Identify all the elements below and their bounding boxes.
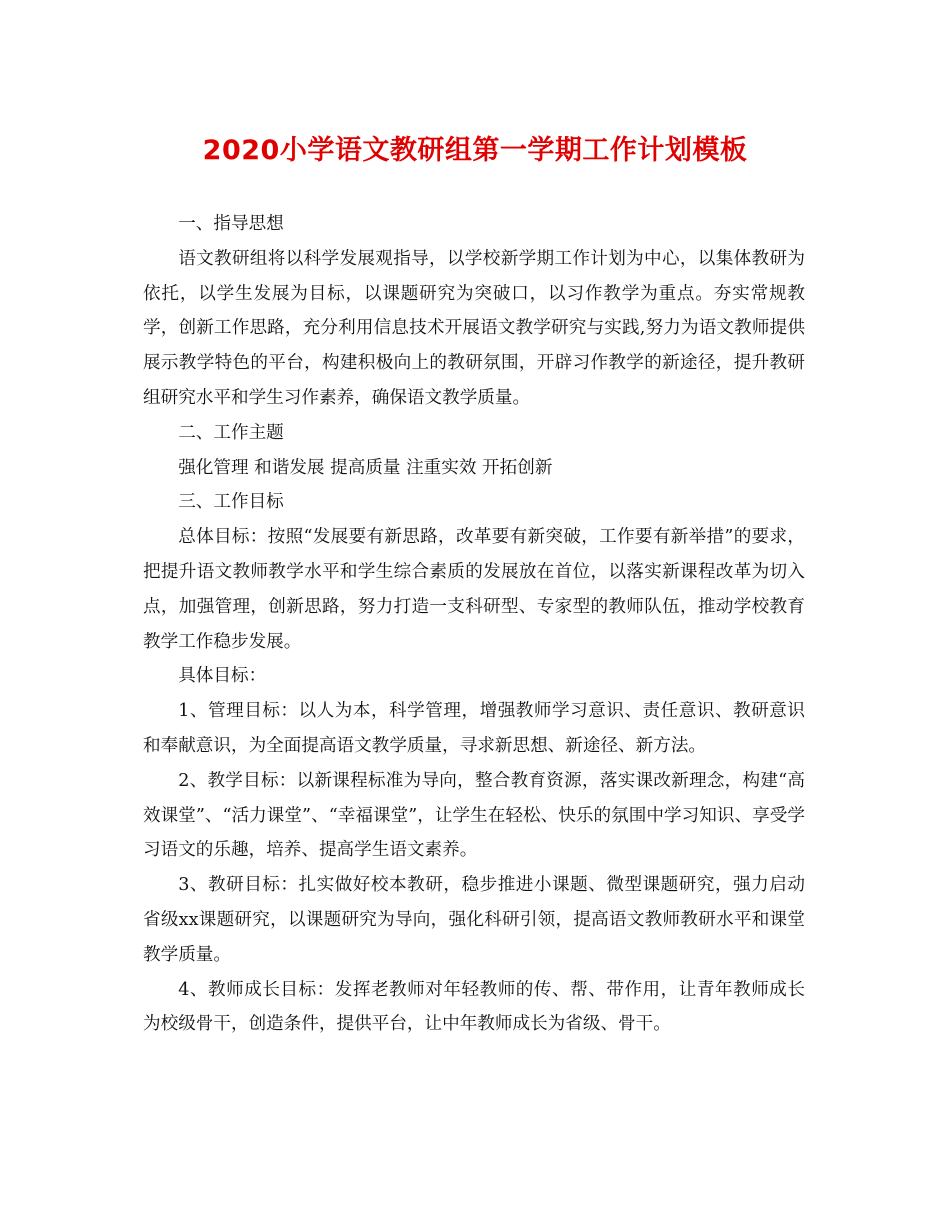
paragraph-work-theme: 强化管理 和谐发展 提高质量 注重实效 开拓创新 — [178, 457, 553, 478]
paragraph-teaching-goal: 2、教学目标：以新课程标准为导向，整合教育资源，落实课改新理念，构建“高效课堂”、“活力课堂”、“幸福课堂”，让学生在轻松、快乐的氛围中学习知识、享受学习语文的乐趣，培养、提高学生语文素养。 — [143, 770, 805, 861]
document-body — [143, 207, 805, 1042]
paragraph-teacher-growth-goal: 4、教师成长目标：发挥老教师对年轻教师的传、帮、带作用，让青年教师成长为校级骨干，创造条件，提供平台，让中年教师成长为省级、骨干。 — [143, 979, 805, 1035]
section-heading-guiding-ideology: 一、指导思想 — [178, 214, 284, 234]
document-title: 2020小学语文教研组第一学期工作计划模板 — [202, 135, 748, 166]
paragraph-management-goal: 1、管理目标：以人为本，科学管理，增强教师学习意识、责任意识、教研意识和奉献意识，为全面提高语文教学质量，寻求新思想、新途径、新方法。 — [143, 701, 805, 756]
paragraph-research-goal: 3、教研目标：扎实做好校本教研，稳步推进小课题、微型课题研究，强力启动省级xx课题研究，以课题研究为导向，强化科研引领，提高语文教师教研水平和课堂教学质量。 — [143, 875, 805, 965]
paragraph-guiding-ideology: 语文教研组将以科学发展观指导，以学校新学期工作计划为中心，以集体教研为依托，以学生发展为目标，以课题研究为突破口，以习作教学为重点。夯实常规教学，创新工作思路，充分利用信息技术开展语文教学研究与实践,努力为语文教师提供展示教学特色的平台，构建积极向上的教研氛围，开辟习作教学的新途径，提升教研组研究水平和学生习作素养，确保语文教学质量。 — [143, 248, 805, 408]
section-heading-work-goals: 三、工作目标 — [178, 492, 284, 513]
paragraph-specific-goals-label: 具体目标： — [178, 666, 267, 687]
paragraph-overall-goal: 总体目标：按照“发展要有新思路，改革要有新突破，工作要有新举措”的要求，把提升语文教师教学水平和学生综合素质的发展放在首位，以落实新课程改革为切入点，加强管理，创新思路，努力打造一支科研型、专家型的教师队伍，推动学校教育教学工作稳步发展。 — [143, 527, 805, 652]
section-heading-work-theme: 二、工作主题 — [178, 422, 284, 443]
